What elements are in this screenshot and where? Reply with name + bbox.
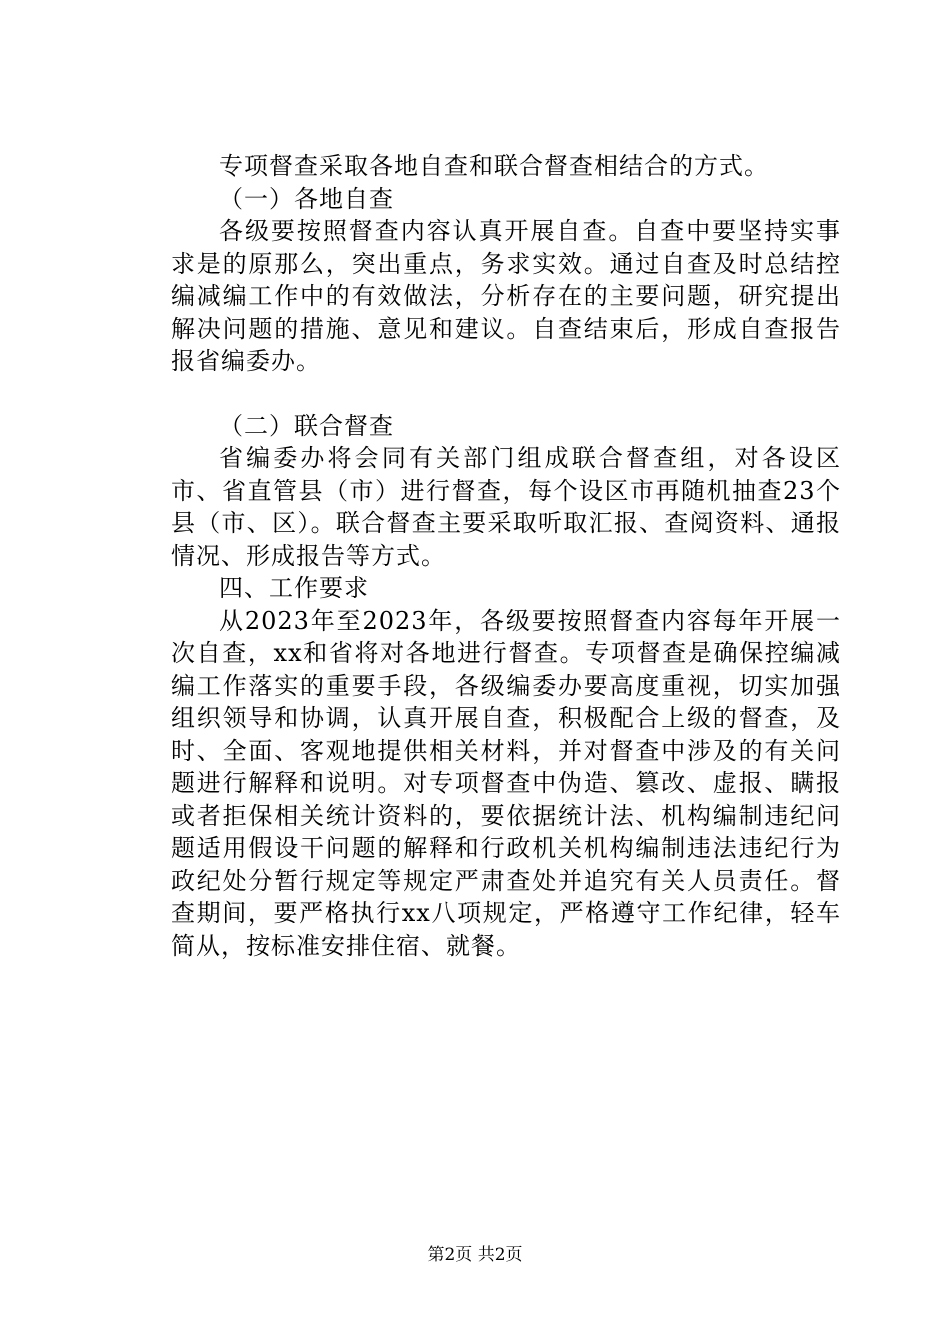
page-footer: 第2页 共2页 (427, 1245, 523, 1265)
heading-work-requirements: 四、工作要求 (219, 574, 369, 602)
paragraph-method: 专项督查采取各地自查和联合督查相结合的方式。 (219, 152, 769, 180)
paragraph-spacer (171, 378, 841, 410)
heading-self-inspection: （一）各地自查 (219, 184, 394, 213)
paragraph-work-requirements: 从2023年至2023年，各级要按照督查内容每年开展一次自查，xx和省将对各地进行督查。专项督查是确保控编减编工作落实的重要手段，各级编委办要高度重视，切实加强组织领导和协调，认真开展自查，积极配合上级的督查，及时、全面、客观地提供相关材料，并对督查中涉及的有关问题进行解释和说明。对专项督查中伪造、篡改、虚报、瞒报或者拒保相关统计资料的，要依据统计法、机构编制违纪问题适用假设干问题的解释和行政机关机构编制违法违纪行为政纪处分暂行规定等规定严肃查处并追究有关人员责任。督查期间，要严格执行xx八项规定，严格遵守工作纪律，轻车简从，按标准安排住宿、就餐。 (171, 606, 841, 960)
paragraph-self-inspection: 各级要按照督查内容认真开展自查。自查中要坚持实事求是的原那么，突出重点，务求实效。通过自查及时总结控编减编工作中的有效做法，分析存在的主要问题，研究提出解决问题的措施、意见和建议。自查结束后，形成自查报告报省编委办。 (171, 217, 841, 375)
paragraph-joint-inspection: 省编委办将会同有关部门组成联合督查组，对各设区市、省直管县（市）进行督查，每个设区市再随机抽查23个县（市、区）。联合督查主要采取听取汇报、查阅资料、通报情况、形成报告等方式。 (171, 444, 841, 570)
heading-joint-inspection: （二）联合督查 (219, 411, 394, 440)
document-body (171, 150, 841, 962)
